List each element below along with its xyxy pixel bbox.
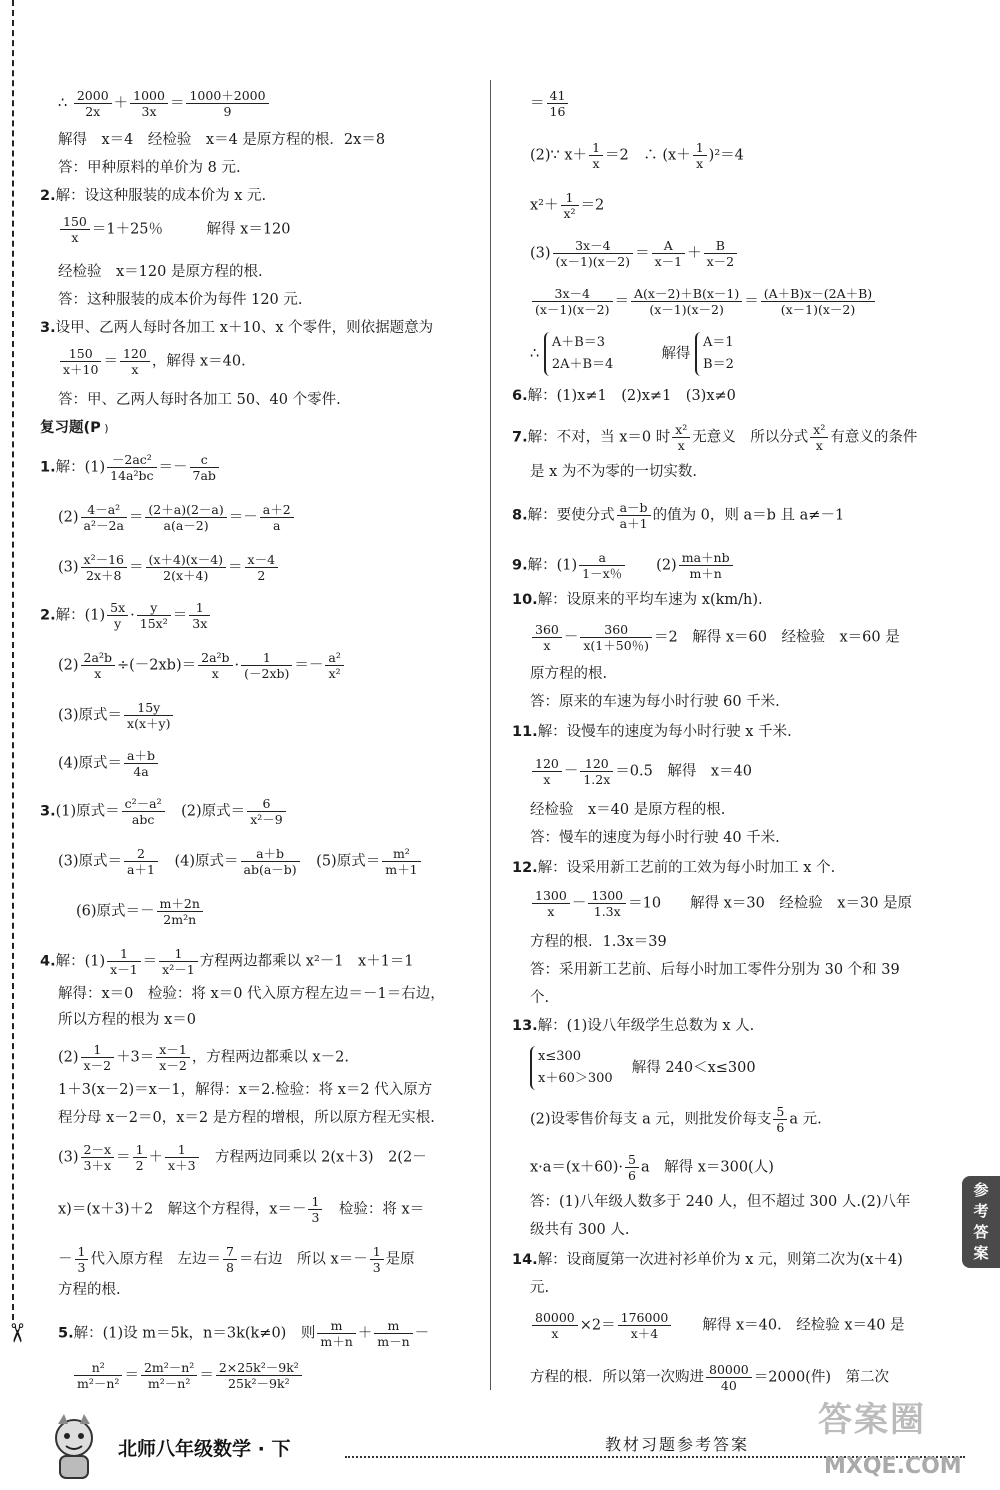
line-l12: 1.解：(1) $\frac{\text{－2ac²}}{\text{14a²bc}}$ ＝－ $\frac{c}{7ab}$: [40, 452, 221, 483]
line-l01: ∴ $\frac{2000}{2x}$ ＋ $\frac{1000}{3x}$ ＝ $\frac{1000+2000}{9}$: [58, 88, 271, 119]
line-l21: (6)原式＝－ $\frac{m+2n}{\text{2m²n}}$: [76, 896, 205, 927]
line-r24: 13.解：(1)设八年级学生总数为 x 人.: [512, 1018, 755, 1034]
line-l23: 解得：x＝0 检验：将 x＝0 代入原方程左边＝－1＝右边，: [58, 986, 445, 1002]
line-r14: 答：原来的车速为每小时行驶 60 千米.: [530, 694, 780, 710]
line-r28: 答：(1)八年级人数多于 240 人，但不超过 300 人.(2)八年: [530, 1194, 911, 1210]
line-l15: 2.解：(1) $\frac{5x}{y}$ · $\frac{y}{\text{15x²}}$ ＝ $\frac{1}{3x}$: [40, 600, 212, 631]
line-l28: (3) $\frac{2-x}{3+x}$ ＝ $\frac{1}{2}$ ＋ $\frac{1}{x+3}$ 方程两边同乘以 2(x＋3) 2(2－: [58, 1142, 427, 1173]
line-r29: 级共有 300 人.: [530, 1222, 630, 1238]
equation-system: A＋B＝3 2A＋B＝4: [544, 332, 613, 376]
line-r13: 原方程的根.: [530, 666, 608, 682]
line-r04: $\frac{3x-4}{(x-1)(x-2)}$ ＝ $\frac{A(x-2)+B(x-1)}{(x-1)(x-2)}$ ＝ $\frac{(A+B)x-(2A+B)}{(x-1)(x-2)}$: [530, 286, 877, 317]
line-l20: (3)原式＝ $\frac{2}{a+1}$ (4)原式＝ $\frac{a+b}{ab(a-b)}$ (5)原式＝ $\frac{\text{m²}}{m+1}$: [58, 846, 423, 877]
solution-system: A＝1 B＝2: [695, 332, 734, 376]
line-r02: x²＋ $\frac{1}{\text{x²}}$ ＝2: [530, 190, 605, 221]
book-title: 北师八年级数学 · 下: [118, 1438, 291, 1460]
line-l02: 解得 x＝4 经检验 x＝4 是原方程的根．2x＝8: [58, 132, 386, 148]
line-l11: 复习题(P ): [40, 420, 109, 436]
column-divider: [490, 80, 491, 1390]
line-r11: 10.解：设原来的平均车速为 x(km/h).: [512, 592, 763, 608]
line-l09: $\frac{150}{x+10}$ ＝ $\frac{120}{x}$ ，解得 x＝40.: [58, 346, 246, 377]
line-r20: $\frac{1300}{x}$ － $\frac{1300}{1.3x}$ ＝10 解得 x＝30 经检验 x＝30 是原: [530, 888, 912, 919]
line-r32: $\frac{80000}{x}$ ×2＝ $\frac{176000}{x+4}$ 解得 x＝40. 经检验 x＝40 是: [530, 1310, 905, 1341]
line-l05: $\frac{150}{x}$ ＝1＋25％ 解得 x＝120: [58, 214, 291, 245]
line-l10: 答：甲、乙两人每时各加工 50、40 个零件.: [58, 392, 341, 408]
line-l27: 程分母 x－2＝0，x＝2 是方程的增根，所以原方程无实根.: [58, 1110, 435, 1126]
line-l25: (2) $\frac{1}{x-2}$ ＋3＝ $\frac{x-1}{x-2}$ ，方程两边都乘以 x－2.: [58, 1042, 349, 1073]
side-tab-answers: 参 考 答 案: [962, 1176, 1000, 1268]
line-l22: 4.解：(1) $\frac{1}{x-1}$ ＝ $\frac{1}{\text{x²－1}}$ 方程两边都乘以 x²－1 x＋1＝1: [40, 946, 414, 977]
line-r21: 方程的根．1.3x＝39: [530, 934, 667, 950]
line-l31: 方程的根.: [58, 1282, 121, 1298]
line-l14: (3) $\frac{\text{x²－16}}{2x+8}$ ＝ $\frac{(x+4)(x-4)}{2(x+4)}$ ＝ $\frac{x-4}{2}$: [58, 552, 280, 583]
line-r10: 9.解：(1) $\frac{a}{1-x\%}$ (2) $\frac{ma+nb}{m+n}$: [512, 550, 735, 581]
line-r18: 答：慢车的速度为每小时行驶 40 千米.: [530, 830, 780, 846]
line-l19: 3.(1)原式＝ $\frac{\text{c²－a²}}{\text{abc}}$ (2)原式＝ $\frac{6}{\text{x²－9}}$: [40, 796, 288, 827]
line-l08: 3.设甲、乙两人每时各加工 x＋10、x 个零件，则依据题意为: [40, 320, 434, 336]
line-r07: 7.解：不对，当 x＝0 时 $\frac{\text{x²}}{x}$ 无意义 所以分式 $\frac{\text{x²}}{x}$ 有意义的条件: [512, 422, 918, 453]
line-l03: 答：甲种原料的单价为 8 元.: [58, 160, 241, 176]
line-l16: (2) $\frac{\text{2a²b}}{x}$ ÷(－2xb)＝ $\frac{\text{2a²b}}{x}$ · $\frac{1}{(-2xb)}$ ＝－ $\frac{\text{a²}}{\text{x²}}$: [58, 650, 346, 681]
section-title: 教材习题参考答案: [605, 1435, 750, 1454]
line-l06: 经检验 x＝120 是原方程的根.: [58, 264, 263, 280]
line-r22: 答：采用新工艺前、后每小时加工零件分别为 30 个和 39: [530, 962, 900, 978]
line-l17: (3)原式＝ $\frac{15y}{x(x+y)}$: [58, 700, 175, 731]
line-l04: 2.解：设这种服装的成本价为 x 元.: [40, 188, 267, 204]
watermark-url: MXQE.COM: [824, 1454, 962, 1479]
line-r27: x·a＝(x＋60)· $\frac{5}{6}$ a 解得 x＝300(人): [530, 1152, 774, 1183]
line-r15: 11.解：设慢车的速度为每小时行驶 x 千米.: [512, 724, 792, 740]
line-r00: ＝ $\frac{41}{16}$: [530, 88, 570, 119]
line-r26: (2)设零售价每支 a 元，则批发价每支 $\frac{5}{6}$ a 元.: [530, 1104, 822, 1135]
line-r01: (2)∵ x＋ $\frac{1}{x}$ ＝2 ∴ (x＋ $\frac{1}{x}$ )²＝4: [530, 140, 744, 171]
line-r17: 经检验 x＝40 是原方程的根.: [530, 802, 726, 818]
line-r31: 元.: [530, 1280, 550, 1296]
line-r30: 14.解：设商厦第一次进衬衫单价为 x 元，则第二次为(x＋4): [512, 1252, 903, 1268]
line-r16: $\frac{120}{x}$ － $\frac{120}{1.2x}$ ＝0.5 解得 x＝40: [530, 756, 752, 787]
line-l13: (2) $\frac{\text{4－a²}}{\text{a²－2a}}$ ＝ $\frac{(2+a)(2-a)}{a(a-2)}$ ＝－ $\frac{a+2}{a}$: [58, 502, 296, 533]
scissors-icon: ✂: [0, 1322, 31, 1344]
line-l33: $\frac{\text{n²}}{\text{m²－n²}}$ ＝ $\frac{\text{2m²－n²}}{\text{m²－n²}}$ ＝ $\frac{\text{2×25k²－9k²}}{\text{25k²－9k²}}$: [72, 1360, 304, 1391]
line-l32: 5.解：(1)设 m＝5k，n＝3k(k≠0) 则 $\frac{m}{m+n}$ ＋ $\frac{m}{m-n}$ －: [58, 1318, 430, 1349]
line-r33: 方程的根．所以第一次购进 $\frac{80000}{40}$ ＝2000(件) 第二次: [530, 1362, 889, 1393]
line-r09: 8.解：要使分式 $\frac{a-b}{a+1}$ 的值为 0，则 a＝b 且 a≠－1: [512, 500, 845, 531]
line-l24: 所以方程的根为 x＝0: [58, 1012, 197, 1028]
watermark-logo: 答案圈: [818, 1400, 926, 1440]
line-l07: 答：这种服装的成本价为每件 120 元.: [58, 292, 303, 308]
line-r23: 个.: [530, 990, 550, 1006]
line-r25: x≤300 x＋60＞300 解得 240＜x≤300: [530, 1046, 756, 1090]
line-l26: 1＋3(x－2)＝x－1，解得：x＝2.检验：将 x＝2 代入原方: [58, 1082, 433, 1098]
line-r06: 6.解：(1)x≠1 (2)x≠1 (3)x≠0: [512, 388, 736, 404]
line-l30: － $\frac{1}{3}$ 代入原方程 左边＝ $\frac{7}{8}$ ＝右边 所以 x＝－ $\frac{1}{3}$ 是原: [58, 1244, 415, 1275]
cut-line: [12, 0, 14, 1320]
line-r08: 是 x 为不为零的一切实数.: [530, 464, 698, 480]
line-l29: x)＝(x＋3)＋2 解这个方程得，x＝－ $\frac{1}{3}$ 检验：将 x＝: [58, 1194, 425, 1225]
line-r12: $\frac{360}{x}$ － $\frac{360}{x(1+50\%)}$ ＝2 解得 x＝60 经检验 x＝60 是: [530, 622, 900, 653]
line-r05: ∴ A＋B＝3 2A＋B＝4 解得 A＝1 B＝2: [530, 332, 734, 376]
line-r19: 12.解：设采用新工艺前的工效为每小时加工 x 个.: [512, 860, 836, 876]
inequality-system: x≤300 x＋60＞300: [530, 1046, 613, 1090]
mascot-icon: [44, 1412, 104, 1482]
line-l18: (4)原式＝ $\frac{a+b}{4a}$: [58, 748, 160, 779]
line-r03: (3) $\frac{3x-4}{(x-1)(x-2)}$ ＝ $\frac{A}{x-1}$ ＋ $\frac{B}{x-2}$: [530, 238, 739, 269]
